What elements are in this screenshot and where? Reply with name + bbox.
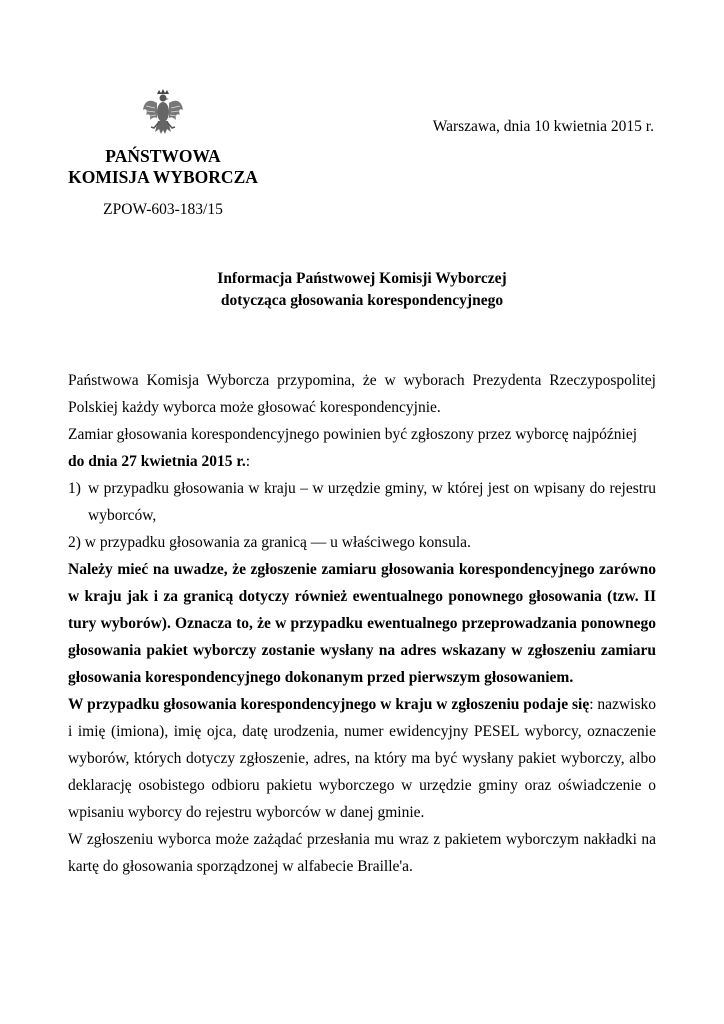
paragraph-second-round-notice: Należy mieć na uwadze, że zgłoszenie zamiaru głosowania korespondencyjnego zarówno w kraju jak i za granicą dotyczy również ewentualnego ponownego głosowania (tzw. II tury wyborów). Oznacza to, że w przypadku ewentualnego przeprowadzania ponownego głosowania pakiet wyborczy zostanie wysłany na adres wskazany w zgłoszeniu zamiaru głosowania korespondencyjnego dokonanym przed pierwszym głosowaniem. — [68, 561, 656, 686]
issuer-line-2: KOMISJA WYBORCZA — [68, 167, 258, 187]
polish-white-eagle-icon — [141, 88, 185, 140]
reference-number: ZPOW-603-183/15 — [103, 201, 223, 218]
title-line-1: Informacja Państwowej Komisji Wyborczej — [217, 270, 507, 287]
deadline-colon: : — [245, 453, 251, 470]
paragraph-required-data — [68, 691, 656, 826]
place-and-date: Warszawa, dnia 10 kwietnia 2015 r. — [432, 118, 654, 135]
document-title — [40, 268, 684, 312]
title-line-2: dotycząca głosowania korespondencyjnego — [220, 292, 504, 309]
list-item — [68, 529, 656, 556]
list-item-text: w przypadku głosowania w kraju – w urzędzie gminy, w której jest on wpisany do rejestru wyborców, — [88, 480, 656, 524]
paragraph-braille: W zgłoszeniu wyborca może zażądać przesłania mu wraz z pakietem wyborczym nakładki na kartę do głosowania sporządzonej w alfabecie Braille'a. — [68, 831, 656, 875]
document-body — [68, 367, 656, 880]
deadline-intro: Zamiar głosowania korespondencyjnego powinien być zgłoszony przez wyborcę najpóźniej — [68, 426, 638, 443]
required-data-heading: W przypadku głosowania korespondencyjnego w kraju w zgłoszeniu podaje się — [68, 696, 590, 713]
paragraph-intro: Państwowa Komisja Wyborcza przypomina, że w wyborach Prezydenta Rzeczypospolitej Polskiej każdy wyborca może głosować korespondencyjnie. — [68, 372, 656, 416]
required-data-list: : nazwisko i imię (imiona), imię ojca, datę urodzenia, numer ewidencyjny PESEL wyborcy, oznaczenie wyborów, których dotyczy zgłoszenie, adres, na który ma być wysłany pakiet wyborczy, albo deklarację osobistego odbioru pakietu wyborczego w urzędzie gminy oraz oświadczenie o wpisaniu wyborcy do rejestru wyborców w danej gminie. — [68, 696, 656, 821]
list-item-number: 2) — [68, 534, 81, 551]
list-item-text: w przypadku głosowania za granicą — u właściwego konsula. — [84, 534, 471, 551]
list-item — [68, 475, 656, 529]
paragraph-deadline — [68, 421, 656, 475]
issuer-line-1: PAŃSTWOWA — [105, 146, 221, 166]
list-item-number: 1) — [68, 480, 81, 497]
issuer-name — [40, 146, 286, 188]
deadline-date: do dnia 27 kwietnia 2015 r. — [68, 453, 246, 470]
